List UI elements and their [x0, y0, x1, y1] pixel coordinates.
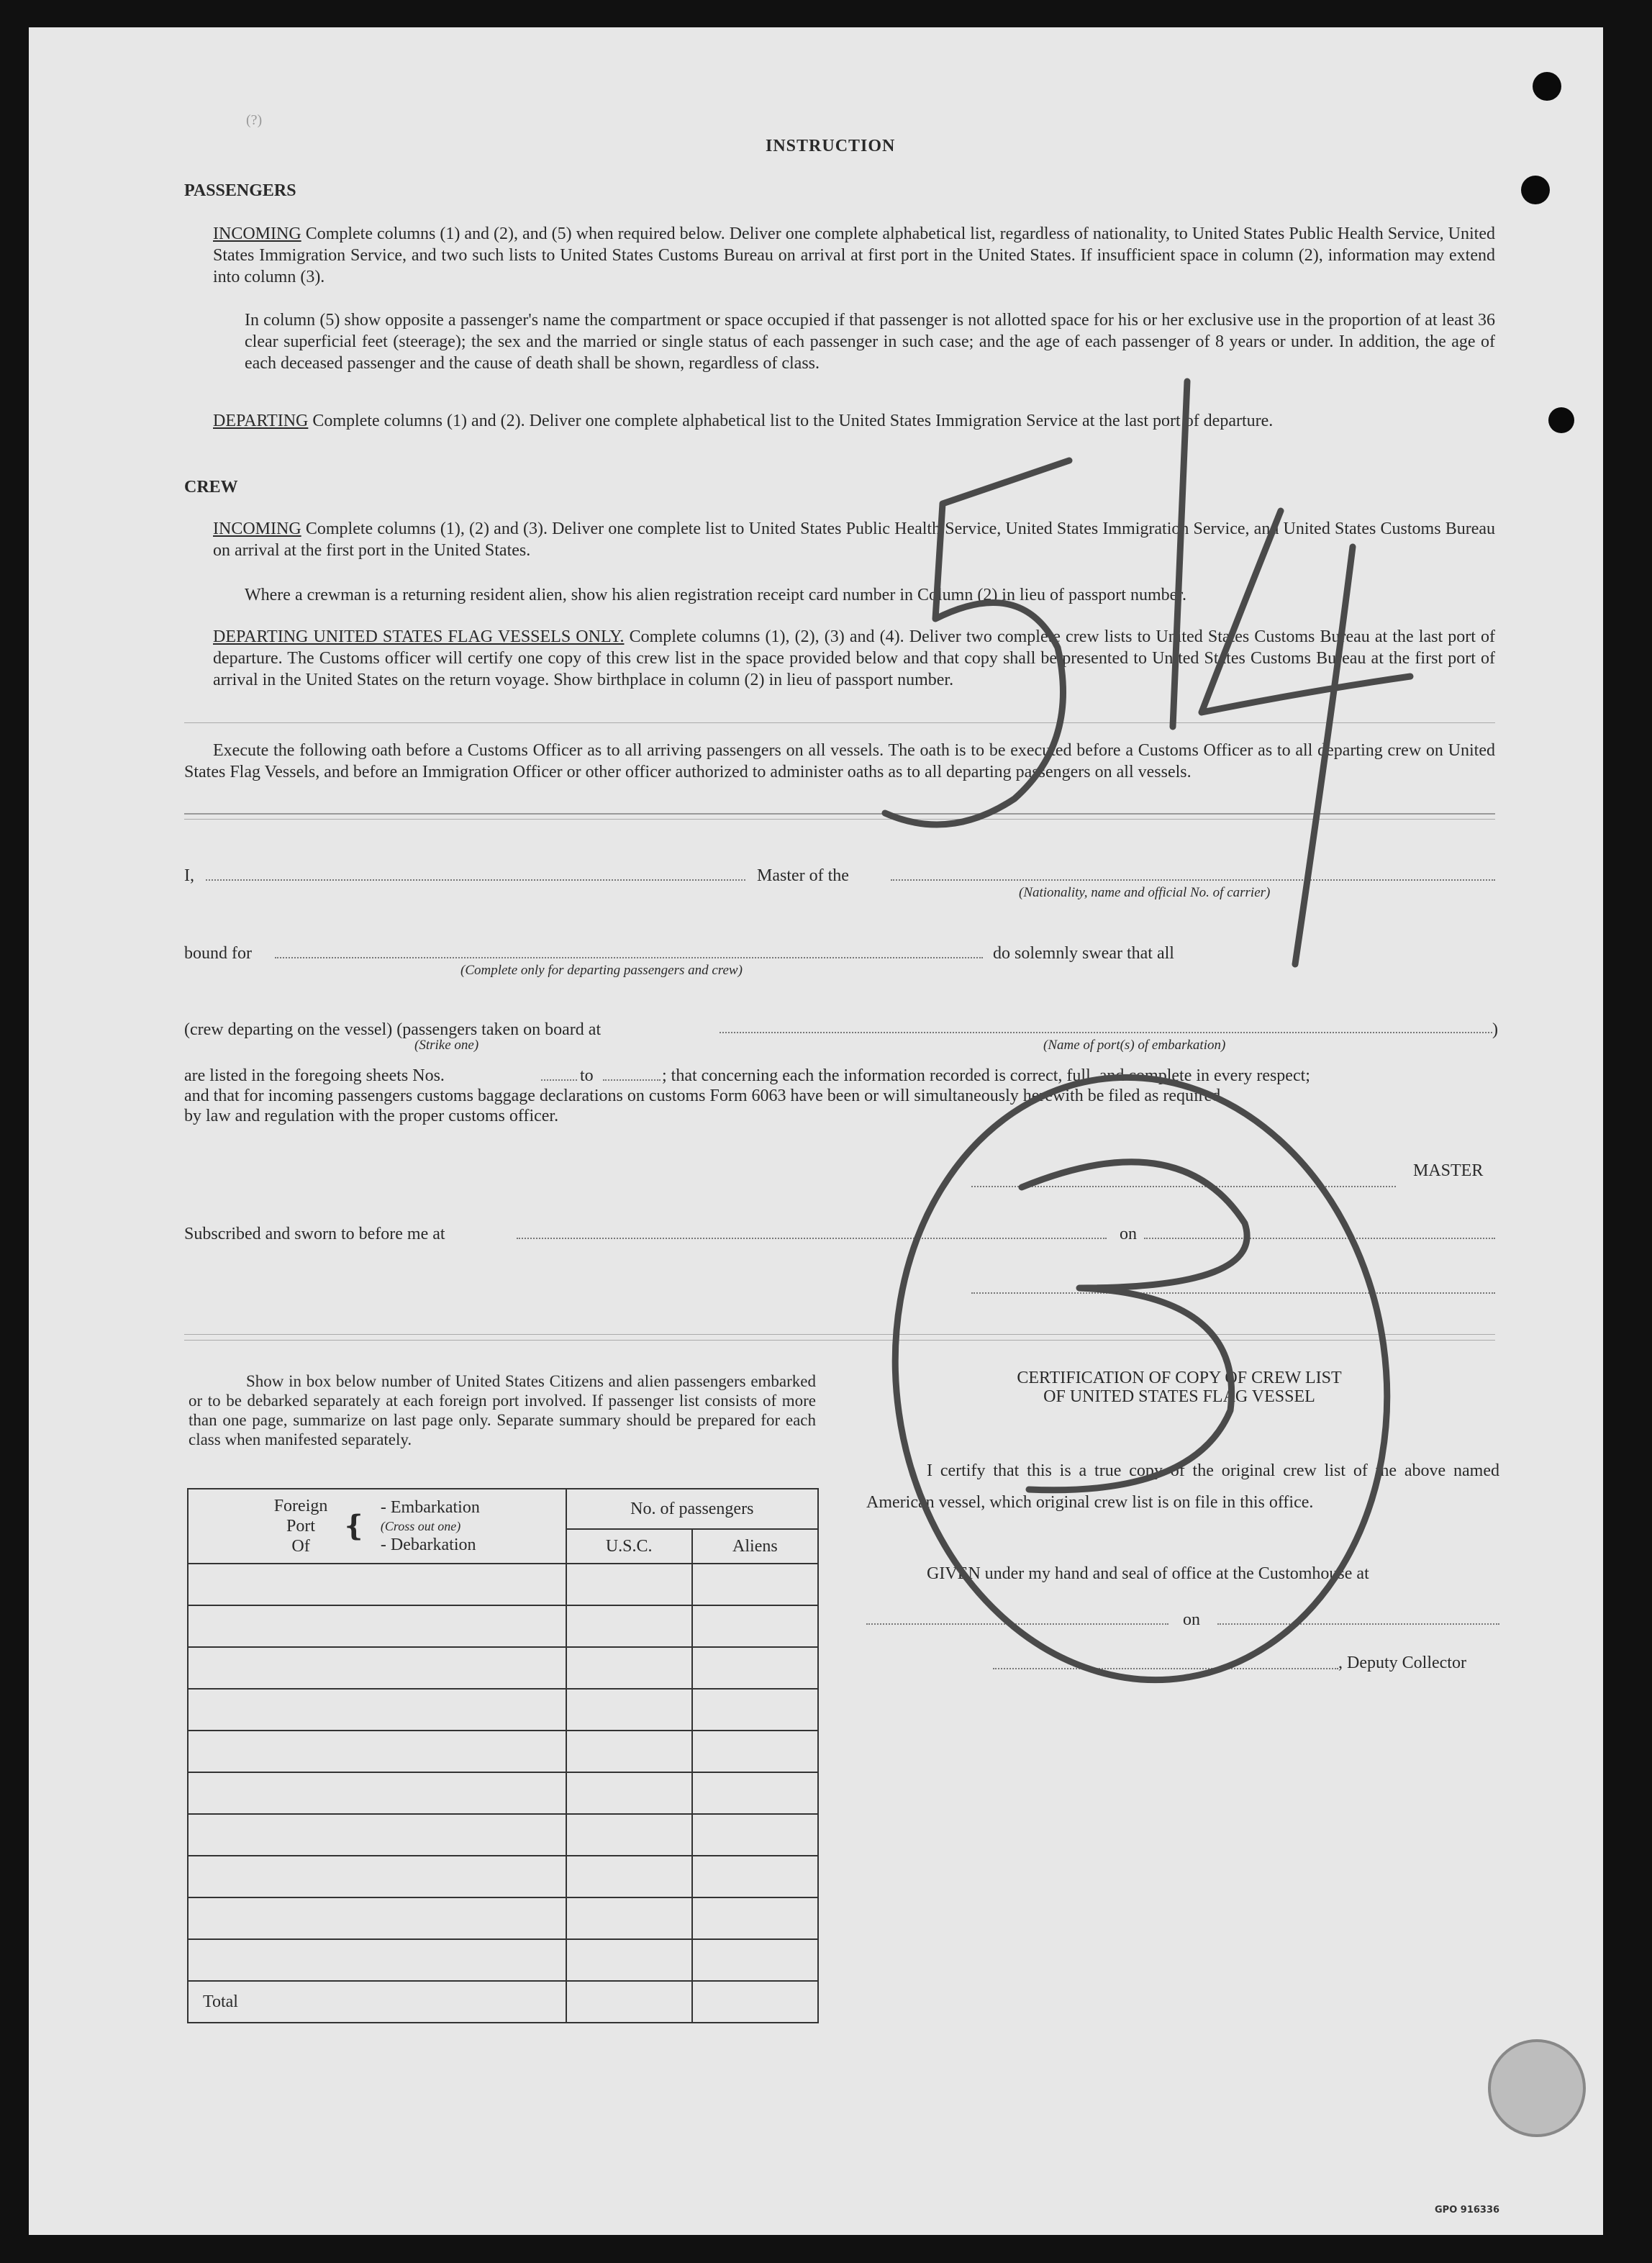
archive-stamp	[1488, 2039, 1586, 2137]
bound-for-field[interactable]	[275, 957, 983, 958]
port-cell[interactable]	[188, 1564, 566, 1605]
listed-rest-1: ; that concerning each the information recorded is correct, full, and complete in every respect;	[662, 1066, 1310, 1085]
port-cell[interactable]	[188, 1856, 566, 1897]
passengers-incoming	[213, 223, 1495, 288]
oath-intro: Execute the following oath before a Customs Officer as to all arriving passengers on all vessels. The oath is to be executed before a Customs Officer as to all departing crew on United States Flag Vessels, and before an Immigration Officer or other officer authorized to administer oaths as to all departing passengers on all vessels.	[184, 741, 1495, 781]
port-cell[interactable]	[188, 1605, 566, 1647]
customhouse-field[interactable]	[866, 1623, 1168, 1625]
carrier-field[interactable]	[891, 879, 1495, 881]
total-aliens-cell[interactable]	[692, 1981, 818, 2023]
summary-instructions: Show in box below number of United States Citizens and alien passengers embarked or to be debarked separately at each foreign port involved. If passenger list consists of more than one page, summarize on last page only. Separate summary should be prepared for each class when manifested separately.	[189, 1372, 816, 1448]
usc-cell[interactable]	[566, 1647, 692, 1689]
usc-cell[interactable]	[566, 1814, 692, 1856]
usc-cell[interactable]	[566, 1897, 692, 1939]
port-cell[interactable]	[188, 1939, 566, 1981]
embarkation-label: - Embarkation	[380, 1498, 480, 1517]
on-label: on	[1120, 1225, 1137, 1243]
aliens-cell[interactable]	[692, 1814, 818, 1856]
sworn-date-field[interactable]	[1144, 1238, 1495, 1239]
debarkation-label: - Debarkation	[380, 1536, 476, 1554]
certification-heading-line1: CERTIFICATION OF COPY OF CREW LIST	[1017, 1369, 1342, 1387]
port-header-line1: Foreign	[273, 1497, 328, 1515]
column5-instructions: In column (5) show opposite a passenger's name the compartment or space occupied if that passenger is not allotted space for his or her exclusive use in the proportion of at least 36 clear superficial feet (steerage); the sex and the married or single status of each passenger in such case; and the age of each passenger of 8 years or under. In addition, the age of each deceased passenger and the cause of death shall be shown, regardless of class.	[245, 311, 1495, 373]
certification-text: I certify that this is a true copy of the original crew list of the above named American vessel, which original crew list is on file in this office.	[866, 1461, 1499, 1512]
listed-rest-2: and that for incoming passengers customs baggage declarations on customs Form 6063 have been or will simultaneously herewith be filed as required	[184, 1087, 1221, 1105]
port-header-line2: Port	[286, 1517, 316, 1536]
deputy-collector-label: , Deputy Collector	[1338, 1654, 1466, 1672]
aliens-cell[interactable]	[692, 1689, 818, 1731]
aliens-cell[interactable]	[692, 1856, 818, 1897]
corner-mark: (?)	[246, 112, 263, 128]
gpo-number: GPO 916336	[1435, 2205, 1500, 2216]
aliens-cell[interactable]	[692, 1772, 818, 1814]
usc-cell[interactable]	[566, 1939, 692, 1981]
crew-alien-note: Where a crewman is a returning resident alien, show his alien registration receipt card number in Column (2) in lieu of passport number.	[245, 586, 1186, 604]
crew-incoming-text: Complete columns (1), (2) and (3). Deliver one complete list to United States Public Health Service, United States Immigration Service, and United States Customs Bureau on arrival at the first port in the United States.	[213, 520, 1496, 560]
table-row	[188, 1772, 818, 1814]
divider	[184, 813, 1495, 815]
passengers-heading: PASSENGERS	[184, 181, 296, 200]
crew-departing-label: DEPARTING UNITED STATES FLAG VESSELS ONLY.	[213, 627, 625, 646]
listed-rest-3: by law and regulation with the proper customs officer.	[184, 1107, 559, 1125]
sheet-to-field[interactable]	[603, 1079, 661, 1081]
passengers-departing	[213, 410, 1495, 432]
master-of-the-label: Master of the	[757, 866, 849, 885]
usc-cell[interactable]	[566, 1731, 692, 1772]
master-label: MASTER	[1413, 1161, 1484, 1180]
master-signature-field[interactable]	[971, 1186, 1396, 1187]
no-of-passengers-header: No. of passengers	[566, 1489, 818, 1529]
divider	[184, 1340, 1495, 1341]
table-row	[188, 1564, 818, 1605]
brace-icon: ❴	[342, 1510, 366, 1542]
crew-departing	[213, 626, 1495, 691]
crew-incoming	[213, 518, 1495, 561]
port-cell[interactable]	[188, 1814, 566, 1856]
usc-cell[interactable]	[566, 1564, 692, 1605]
listed-prefix: are listed in the foregoing sheets Nos.	[184, 1066, 445, 1085]
table-row	[188, 1689, 818, 1731]
departing-text: Complete columns (1) and (2). Deliver one complete alphabetical list to the United States Immigration Service at the last port of departure.	[312, 412, 1274, 430]
embarkation-port-field[interactable]	[720, 1032, 1492, 1033]
table-row	[188, 1897, 818, 1939]
close-paren: )	[1492, 1020, 1498, 1039]
total-label: Total	[188, 1981, 566, 2023]
port-cell[interactable]	[188, 1647, 566, 1689]
port-cell[interactable]	[188, 1772, 566, 1814]
table-row	[188, 1939, 818, 1981]
aliens-cell[interactable]	[692, 1897, 818, 1939]
officer-signature-field[interactable]	[971, 1292, 1495, 1294]
bound-for-caption: (Complete only for departing passengers and crew)	[460, 963, 743, 978]
aliens-cell[interactable]	[692, 1647, 818, 1689]
crew-departing-text: Complete columns (1), (2), (3) and (4). Deliver two complete crew lists to United States Customs Bureau at the last port of departure. The Customs officer will certify one copy of this crew list in the space provided below and that copy shall be presented to United States Customs Bureau at the first port of arrival in the United States on the return voyage. Show birthplace in column (2) in lieu of passport number.	[213, 627, 1496, 689]
usc-cell[interactable]	[566, 1772, 692, 1814]
aliens-cell[interactable]	[692, 1605, 818, 1647]
usc-header: U.S.C.	[566, 1529, 692, 1564]
total-usc-cell[interactable]	[566, 1981, 692, 2023]
punch-hole	[1548, 407, 1574, 433]
certification-heading	[863, 1369, 1495, 1406]
table-row	[188, 1731, 818, 1772]
aliens-cell[interactable]	[692, 1564, 818, 1605]
cross-out-note: (Cross out one)	[380, 1519, 461, 1533]
divider	[184, 722, 1495, 723]
total-row	[188, 1981, 818, 2023]
sworn-place-field[interactable]	[517, 1238, 1107, 1239]
page-title: INSTRUCTION	[766, 137, 896, 155]
certification-heading-line2: OF UNITED STATES FLAG VESSEL	[1043, 1387, 1315, 1406]
passenger-summary-table	[187, 1488, 819, 2023]
crew-departing-line: (crew departing on the vessel) (passengers taken on board at	[184, 1020, 602, 1039]
table-header-row	[188, 1489, 818, 1529]
crew-heading: CREW	[184, 478, 238, 496]
ports-caption: (Name of port(s) of embarkation)	[1043, 1038, 1226, 1053]
given-text: GIVEN under my hand and seal of office at the Customhouse at	[927, 1564, 1369, 1583]
subscribed-label: Subscribed and sworn to before me at	[184, 1225, 445, 1243]
table-row	[188, 1647, 818, 1689]
to-label: to	[580, 1066, 594, 1085]
carrier-caption: (Nationality, name and official No. of carrier)	[1019, 885, 1271, 900]
punch-hole	[1521, 176, 1550, 204]
incoming-label: INCOMING	[213, 225, 301, 243]
aliens-header: Aliens	[692, 1529, 818, 1564]
incoming-text: Complete columns (1) and (2), and (5) when required below. Deliver one complete alphabetical list, regardless of nationality, to United States Public Health Service, United States Immigration Service, and two such lists to United States Customs Bureau on arrival at first port in the United States. If insufficient space in column (2), information may extend into column (3).	[213, 225, 1495, 286]
crew-incoming-label: INCOMING	[213, 520, 301, 538]
port-cell[interactable]	[188, 1731, 566, 1772]
sheet-from-field[interactable]	[541, 1079, 577, 1081]
port-header	[188, 1489, 566, 1564]
departing-label: DEPARTING	[213, 412, 309, 430]
punch-hole	[1533, 72, 1561, 101]
table-row	[188, 1814, 818, 1856]
usc-cell[interactable]	[566, 1689, 692, 1731]
swear-text: do solemnly swear that all	[993, 944, 1174, 963]
cert-on-label: on	[1183, 1610, 1200, 1629]
aliens-cell[interactable]	[692, 1731, 818, 1772]
table-row	[188, 1605, 818, 1647]
strike-one-caption: (Strike one)	[414, 1038, 479, 1053]
divider	[184, 1334, 1495, 1335]
usc-cell[interactable]	[566, 1605, 692, 1647]
table-row	[188, 1856, 818, 1897]
master-name-field[interactable]	[206, 879, 745, 881]
usc-cell[interactable]	[566, 1856, 692, 1897]
cert-date-field[interactable]	[1217, 1623, 1499, 1625]
divider	[184, 819, 1495, 820]
deputy-signature-field[interactable]	[993, 1668, 1338, 1669]
port-cell[interactable]	[188, 1897, 566, 1939]
port-cell[interactable]	[188, 1689, 566, 1731]
bound-for-label: bound for	[184, 944, 252, 963]
aliens-cell[interactable]	[692, 1939, 818, 1981]
oath-i-label: I,	[184, 866, 194, 885]
port-header-line3: Of	[291, 1537, 310, 1556]
